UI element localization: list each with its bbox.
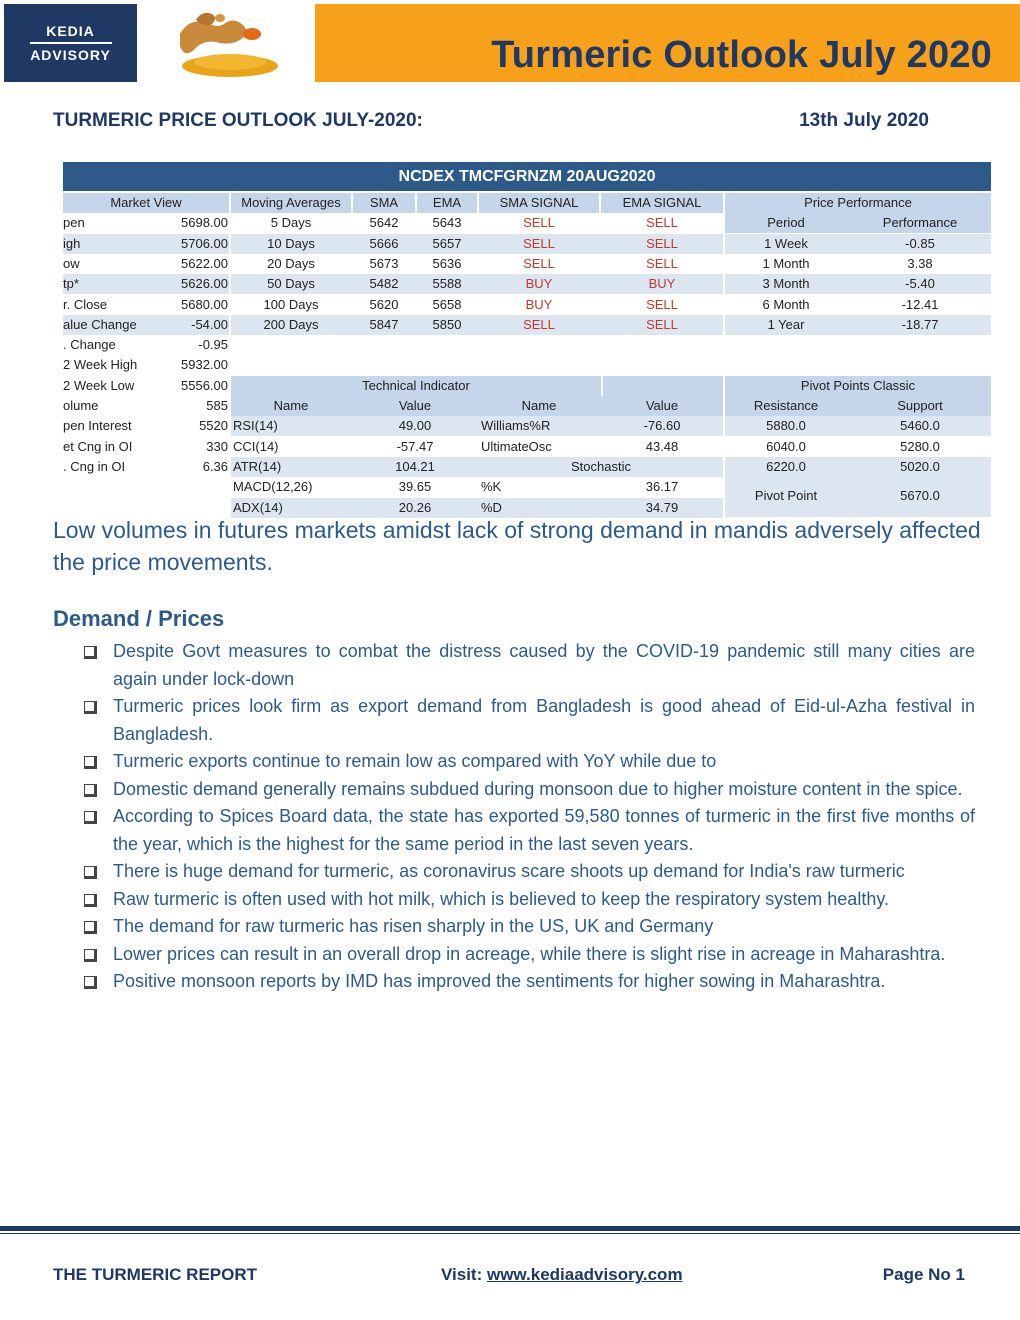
- bullet-text: The demand for raw turmeric has risen sharply in the US, UK and Germany: [113, 916, 714, 936]
- bullet-item: [84, 886, 975, 914]
- sma-value: 5666: [369, 235, 399, 251]
- bullet-text: Positive monsoon reports by IMD has improved the sentiments for higher sowing in Maharashtra.: [113, 971, 886, 991]
- bullet-item: [84, 693, 975, 748]
- sma-value: 5620: [369, 296, 399, 312]
- market-view-value: -0.95: [198, 337, 228, 353]
- support-value: 5460.0: [900, 418, 940, 434]
- market-view-label: ow: [63, 255, 80, 271]
- ma-period: 100 Days: [263, 296, 319, 312]
- perf-value: 3.38: [907, 255, 933, 271]
- bullet-item: [84, 858, 975, 886]
- ti-value: 104.21: [395, 458, 435, 474]
- checkbox-bullet-icon: [84, 756, 97, 769]
- ema-value: 5588: [432, 276, 462, 292]
- sma-signal: SELL: [523, 235, 555, 251]
- turmeric-image: [160, 4, 290, 82]
- perf-period: 6 Month: [762, 296, 810, 312]
- market-view-label: olume: [63, 398, 99, 413]
- market-view-value: 5520: [199, 418, 228, 434]
- ema-value: 5657: [432, 235, 462, 251]
- market-view-label: alue Change: [63, 316, 137, 332]
- period-header: Period: [767, 215, 805, 231]
- ti-name-right: %D: [481, 499, 502, 515]
- bullet-item: [84, 638, 975, 693]
- footer-page-number: Page No 1: [882, 1265, 965, 1284]
- ti-value-right: 36.17: [645, 479, 679, 495]
- website-link[interactable]: www.kediaadvisory.com: [486, 1265, 683, 1284]
- perf-value: -18.77: [901, 316, 939, 332]
- market-view-label: . Change: [63, 337, 116, 353]
- market-view-label: 2 Week High: [63, 357, 138, 373]
- market-view-value: -54.00: [191, 316, 228, 332]
- footer-rule-thin: [0, 1233, 1020, 1234]
- sma-value: 5482: [369, 276, 399, 292]
- checkbox-bullet-icon: [84, 921, 97, 934]
- market-view-value: 585: [206, 398, 228, 413]
- resistance-value: 6220.0: [766, 458, 806, 474]
- market-view-label: 2 Week Low: [63, 377, 135, 393]
- market-view-label: r. Close: [63, 296, 108, 312]
- ema-value: 5850: [432, 316, 462, 332]
- checkbox-bullet-icon: [84, 701, 97, 714]
- ema-signal: SELL: [646, 316, 678, 332]
- perf-value: -5.40: [905, 276, 935, 292]
- footer-report-name: THE TURMERIC REPORT: [53, 1265, 257, 1284]
- resistance-value: 6040.0: [766, 438, 806, 454]
- market-view-label: tp*: [63, 276, 79, 292]
- headline: Low volumes in futures markets amidst lack of strong demand in mandis adversely affected the price movements.: [53, 517, 981, 575]
- ti-value-right: 34.79: [645, 499, 679, 515]
- ti-name-right: UltimateOsc: [481, 438, 552, 454]
- sma-signal: BUY: [525, 296, 553, 312]
- perf-period: 1 Month: [762, 255, 810, 271]
- ema-signal: BUY: [648, 276, 676, 292]
- footer-rule: [0, 1226, 1020, 1231]
- market-view-value: 6.36: [202, 458, 228, 474]
- bullet-item: [84, 968, 975, 996]
- stochastic-label: Stochastic: [571, 458, 631, 474]
- ema-header: EMA: [417, 193, 477, 213]
- ti-name-right: %K: [481, 479, 502, 495]
- ti-name-right: Williams%R: [481, 418, 551, 434]
- ti-title-band-right: [603, 376, 723, 396]
- checkbox-bullet-icon: [84, 949, 97, 962]
- resistance-header: Resistance: [753, 398, 819, 413]
- sma-header: SMA: [353, 193, 415, 213]
- ti-value-right: -76.60: [643, 418, 681, 434]
- perf-value: -12.41: [901, 296, 939, 312]
- sma-value: 5847: [369, 316, 399, 332]
- ti-name: MACD(12,26): [233, 479, 313, 495]
- checkbox-bullet-icon: [84, 894, 97, 907]
- bullet-text: Turmeric exports continue to remain low as compared with YoY while due to: [113, 751, 717, 771]
- perf-period: 1 Year: [767, 316, 805, 332]
- sma-value: 5673: [369, 255, 399, 271]
- ma-period: 200 Days: [263, 316, 319, 332]
- bullet-item: [84, 913, 975, 941]
- sma-signal: BUY: [525, 276, 553, 292]
- market-view-label: igh: [63, 235, 81, 251]
- support-value: 5280.0: [900, 438, 940, 454]
- footer-visit-label: Visit:: [441, 1265, 487, 1284]
- ti-value: 20.26: [398, 499, 432, 515]
- performance-header: Performance: [882, 215, 958, 231]
- perf-period: 1 Week: [764, 235, 808, 251]
- ti-value-header-2: Value: [645, 398, 679, 413]
- bullet-text: Domestic demand generally remains subdued during monsoon due to higher moisture content in the spice.: [113, 778, 963, 799]
- support-header: Support: [897, 398, 943, 413]
- ema-signal: SELL: [646, 215, 678, 231]
- footer-visit: [441, 1265, 683, 1285]
- ma-period: 50 Days: [267, 276, 315, 292]
- bullet-item: [84, 941, 975, 969]
- bullet-text: According to Spices Board data, the state has exported 59,580 tonnes of turmeric in the first five months of the year, which is the highest for the same period in the last seven years.: [113, 806, 975, 854]
- banner-title: Turmeric Outlook July 2020: [491, 34, 992, 76]
- checkbox-bullet-icon: [84, 646, 97, 659]
- market-view-value: 5680.00: [181, 296, 228, 312]
- bullet-item: [84, 748, 975, 776]
- outlook-title: TURMERIC PRICE OUTLOOK JULY-2020:: [53, 110, 423, 131]
- market-view-label: pen Interest: [63, 418, 132, 434]
- market-view-value: 5556.00: [181, 377, 228, 393]
- ema-value: 5643: [432, 215, 462, 231]
- sma-signal-header: SMA SIGNAL: [479, 193, 599, 213]
- logo-divider: [30, 42, 112, 44]
- ma-period: 10 Days: [267, 235, 315, 251]
- ti-value: -57.47: [396, 438, 434, 454]
- ti-name: ATR(14): [233, 458, 282, 474]
- sma-value: 5642: [369, 215, 399, 231]
- market-data-table: [63, 162, 991, 515]
- market-view-value: 5626.00: [181, 276, 228, 292]
- checkbox-bullet-icon: [84, 976, 97, 989]
- section-title: Demand / Prices: [53, 606, 225, 631]
- ti-name-header: Name: [273, 398, 309, 413]
- checkbox-bullet-icon: [84, 811, 97, 824]
- ema-signal: SELL: [646, 255, 678, 271]
- ema-value: 5658: [432, 296, 462, 312]
- ti-value-header: Value: [398, 398, 432, 413]
- bullet-text: Raw turmeric is often used with hot milk, which is believed to keep the respiratory system healthy.: [113, 888, 889, 909]
- sma-signal: SELL: [523, 255, 555, 271]
- pivot-points-title: Pivot Points Classic: [800, 377, 916, 393]
- perf-period: 3 Month: [762, 276, 810, 292]
- technical-indicator-title: Technical Indicator: [362, 377, 470, 393]
- ti-name-header-2: Name: [521, 398, 557, 413]
- ti-name: RSI(14): [233, 418, 278, 434]
- demand-bullet-list: [84, 638, 975, 996]
- table-title: NCDEX TMCFGRNZM 20AUG2020: [63, 162, 991, 191]
- ema-signal: SELL: [646, 235, 678, 251]
- ma-period: 20 Days: [267, 255, 315, 271]
- market-view-label: et Cng in OI: [63, 438, 133, 454]
- market-view-value: 5932.00: [181, 357, 228, 373]
- ema-signal: SELL: [646, 296, 678, 312]
- ma-period: 5 Days: [270, 215, 312, 231]
- pivot-point-value: 5670.0: [900, 488, 940, 504]
- market-view-value: 330: [206, 438, 228, 454]
- ti-value-right: 43.48: [645, 438, 679, 454]
- market-view-value: 5706.00: [181, 235, 228, 251]
- sma-signal: SELL: [523, 215, 555, 231]
- resistance-value: 5880.0: [766, 418, 806, 434]
- ema-signal-header: EMA SIGNAL: [601, 193, 723, 213]
- perf-value: -0.85: [905, 235, 935, 251]
- bullet-item: [84, 803, 975, 858]
- logo-line1: KEDIA: [46, 23, 95, 39]
- market-view-label: . Cng in OI: [63, 458, 126, 474]
- ti-name: CCI(14): [233, 438, 279, 454]
- bullet-item: [84, 776, 975, 804]
- price-performance-header: Price Performance: [725, 193, 991, 213]
- checkbox-bullet-icon: [84, 866, 97, 879]
- logo-line2: ADVISORY: [30, 47, 111, 63]
- checkbox-bullet-icon: [84, 784, 97, 797]
- bullet-text: Lower prices can result in an overall drop in acreage, while there is slight rise in acreage in Maharashtra.: [113, 943, 946, 964]
- support-value: 5020.0: [900, 458, 940, 474]
- ema-value: 5636: [432, 255, 462, 271]
- moving-averages-header: Moving Averages: [231, 193, 351, 213]
- sma-signal: SELL: [523, 316, 555, 332]
- ti-name: ADX(14): [233, 499, 283, 515]
- market-view-header: Market View: [63, 193, 229, 213]
- market-view-label: pen: [63, 215, 85, 231]
- header-banner: [315, 4, 1020, 82]
- bullet-text: There is huge demand for turmeric, as coronavirus scare shoots up demand for India's raw turmeric: [113, 861, 905, 881]
- pivot-point-label: Pivot Point: [754, 488, 818, 504]
- ti-value: 49.00: [398, 418, 432, 434]
- ti-value: 39.65: [398, 479, 432, 495]
- market-view-value: 5622.00: [181, 255, 228, 271]
- bullet-text: Turmeric prices look firm as export demand from Bangladesh is good ahead of Eid-ul-Azha festival in Bangladesh.: [113, 696, 975, 744]
- kedia-advisory-logo: [4, 4, 137, 82]
- report-date: 13th July 2020: [799, 110, 929, 131]
- market-view-value: 5698.00: [181, 215, 228, 231]
- bullet-text: Despite Govt measures to combat the distress caused by the COVID-19 pandemic still many cities are again under lock-down: [113, 641, 975, 689]
